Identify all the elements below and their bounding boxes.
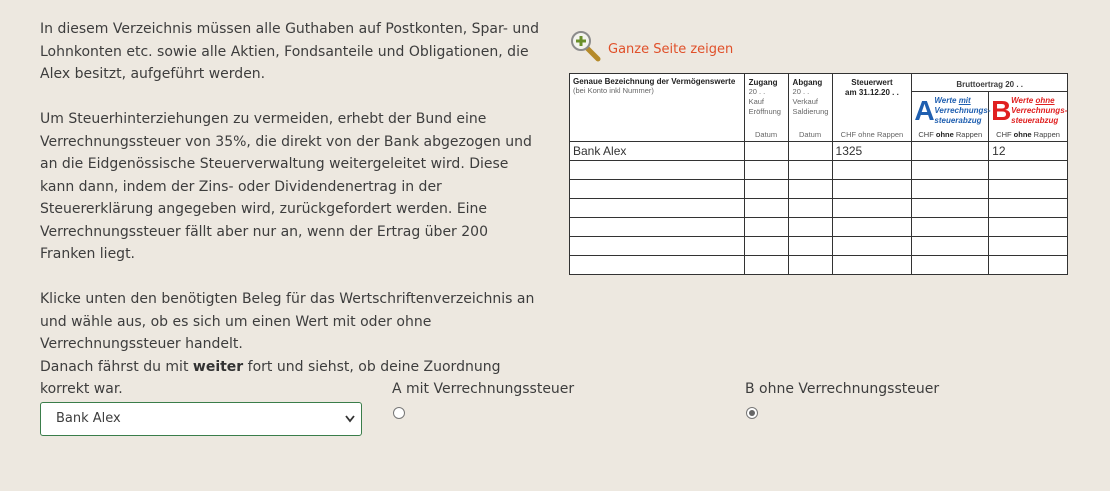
row-abgang bbox=[788, 161, 832, 180]
chevron-down-icon bbox=[345, 403, 355, 448]
row-amount-b bbox=[989, 218, 1068, 237]
header-zugang-datum: Datum bbox=[755, 130, 778, 139]
column-a-description bbox=[934, 96, 990, 126]
option-b-radio[interactable] bbox=[746, 407, 758, 419]
column-b-l3: steuerabzug bbox=[1011, 116, 1059, 125]
row-amount-a bbox=[912, 256, 989, 275]
header-abgang-datum: Datum bbox=[798, 130, 822, 139]
row-description bbox=[570, 199, 745, 218]
row-amount-b bbox=[989, 161, 1068, 180]
row-description bbox=[570, 180, 745, 199]
row-description bbox=[570, 161, 745, 180]
row-amount-a bbox=[912, 237, 989, 256]
row-amount-a bbox=[912, 161, 989, 180]
table-row bbox=[570, 199, 1068, 218]
row-zugang bbox=[744, 161, 788, 180]
header-zugang-year: 20 . . bbox=[748, 87, 766, 96]
column-b-chf bbox=[989, 130, 1067, 139]
header-zugang-title: Zugang bbox=[748, 78, 778, 87]
column-a-letter: A bbox=[914, 95, 935, 126]
row-amount-b: 12 bbox=[989, 142, 1068, 161]
show-full-page-link[interactable] bbox=[570, 30, 733, 66]
row-description bbox=[570, 256, 745, 275]
header-steuerwert-date: am 31.12.20 . . bbox=[845, 88, 899, 97]
column-a-foot-post: Rappen bbox=[953, 130, 983, 139]
table-row bbox=[570, 161, 1068, 180]
header-zugang-kauf: Kauf bbox=[748, 97, 765, 106]
row-description bbox=[570, 237, 745, 256]
row-description: Bank Alex bbox=[570, 142, 745, 161]
column-b-description bbox=[1011, 96, 1067, 126]
row-steuerwert bbox=[832, 237, 912, 256]
header-description bbox=[570, 74, 745, 142]
row-abgang bbox=[788, 199, 832, 218]
header-bruttoertrag: Bruttoertrag 20 . . bbox=[912, 74, 1068, 92]
row-steuerwert bbox=[832, 161, 912, 180]
instructions bbox=[40, 18, 540, 401]
row-steuerwert bbox=[832, 256, 912, 275]
row-steuerwert bbox=[832, 218, 912, 237]
row-zugang bbox=[744, 180, 788, 199]
row-zugang bbox=[744, 142, 788, 161]
header-column-b bbox=[989, 92, 1068, 142]
row-amount-a bbox=[912, 199, 989, 218]
row-steuerwert: 1325 bbox=[832, 142, 912, 161]
column-a-l3: steuerabzug bbox=[934, 116, 982, 125]
option-b-label: B ohne Verrechnungssteuer bbox=[745, 381, 940, 397]
row-amount-b bbox=[989, 199, 1068, 218]
column-a-foot-pre: CHF bbox=[918, 130, 936, 139]
row-amount-a bbox=[912, 142, 989, 161]
row-zugang bbox=[744, 218, 788, 237]
row-zugang bbox=[744, 237, 788, 256]
column-b-l1-pre: Werte bbox=[1011, 96, 1036, 105]
row-abgang bbox=[788, 142, 832, 161]
column-b-l1-em: ohne bbox=[1035, 96, 1055, 105]
header-zugang bbox=[744, 74, 788, 142]
securities-register-form bbox=[569, 73, 1068, 275]
row-amount-a bbox=[912, 218, 989, 237]
option-a-radio[interactable] bbox=[393, 407, 405, 419]
header-abgang-verkauf: Verkauf bbox=[792, 97, 818, 106]
column-b-foot-pre: CHF bbox=[996, 130, 1014, 139]
column-b-l2: Verrechnungs- bbox=[1011, 106, 1068, 115]
column-a-l2: Verrechnungs- bbox=[934, 106, 991, 115]
row-abgang bbox=[788, 180, 832, 199]
magnifier-plus-icon bbox=[570, 30, 602, 66]
column-a-l1-pre: Werte bbox=[934, 96, 959, 105]
receipt-select[interactable] bbox=[40, 402, 362, 436]
intro-p3b-before: Danach fährst du mit bbox=[40, 358, 193, 375]
table-row bbox=[570, 218, 1068, 237]
header-steuerwert-title: Steuerwert bbox=[851, 78, 893, 87]
row-amount-a bbox=[912, 180, 989, 199]
header-abgang bbox=[788, 74, 832, 142]
column-a-foot-bold: ohne bbox=[935, 130, 954, 139]
row-steuerwert bbox=[832, 180, 912, 199]
header-steuerwert bbox=[832, 74, 912, 142]
row-abgang bbox=[788, 218, 832, 237]
option-a-label: A mit Verrechnungssteuer bbox=[392, 381, 575, 397]
header-zugang-eroeffnung: Eröffnung bbox=[748, 107, 781, 116]
column-a-l1-em: mit bbox=[958, 96, 971, 105]
row-description bbox=[570, 218, 745, 237]
header-steuerwert-chf: CHF ohne Rappen bbox=[840, 130, 904, 139]
intro-paragraph-2: Um Steuerhinterziehungen zu vermeiden, erhebt der Bund eine Verrechnungssteuer von 35%, die direkt von der Bank abgezogen und an die Eidgenössische Steuerverwaltung weitergeleitet wird. Diese kann dann, indem der Zins- oder Dividendenertrag in der Steuererklärung angegeben wird, zurückgefordert werden. Eine Verrechnungssteuer fällt aber nur an, wenn der Ertrag über 200 Franken liegt. bbox=[40, 111, 532, 262]
header-description-title: Genaue Bezeichnung der Vermögenswerte bbox=[573, 77, 736, 86]
header-abgang-saldierung: Saldierung bbox=[792, 107, 829, 116]
row-zugang bbox=[744, 256, 788, 275]
weiter-keyword: weiter bbox=[192, 358, 244, 375]
header-column-a bbox=[912, 92, 989, 142]
header-abgang-year: 20 . . bbox=[792, 87, 810, 96]
receipt-select-value: Bank Alex bbox=[56, 411, 121, 426]
column-a-chf bbox=[912, 130, 988, 139]
table-row bbox=[570, 180, 1068, 199]
column-b-foot-post: Rappen bbox=[1031, 130, 1060, 139]
row-amount-b bbox=[989, 237, 1068, 256]
row-zugang bbox=[744, 199, 788, 218]
intro-paragraph-3a: Klicke unten den benötigten Beleg für das Wertschriftenverzeichnis an und wähle aus, ob es sich um einen Wert mit oder ohne Verrechnungssteuer handelt. bbox=[40, 291, 535, 352]
header-abgang-title: Abgang bbox=[792, 78, 823, 87]
table-row bbox=[570, 237, 1068, 256]
row-steuerwert bbox=[832, 199, 912, 218]
table-row bbox=[570, 142, 1068, 161]
row-abgang bbox=[788, 256, 832, 275]
show-full-page-label: Ganze Seite zeigen bbox=[608, 41, 734, 57]
intro-p3b-after: fort und siehst, ob deine Zuordnung korrekt war. bbox=[40, 358, 501, 397]
row-amount-b bbox=[989, 180, 1068, 199]
header-description-sub: (bei Konto inkl Nummer) bbox=[573, 86, 654, 95]
column-b-foot-bold: ohne bbox=[1013, 130, 1032, 139]
row-abgang bbox=[788, 237, 832, 256]
row-amount-b bbox=[989, 256, 1068, 275]
intro-paragraph-1: In diesem Verzeichnis müssen alle Guthaben auf Postkonten, Spar- und Lohnkonten etc. sowie alle Aktien, Fondsanteile und Obligationen, die Alex besitzt, aufgeführt werden. bbox=[40, 21, 539, 82]
table-row bbox=[570, 256, 1068, 275]
column-b-letter: B bbox=[991, 95, 1012, 126]
